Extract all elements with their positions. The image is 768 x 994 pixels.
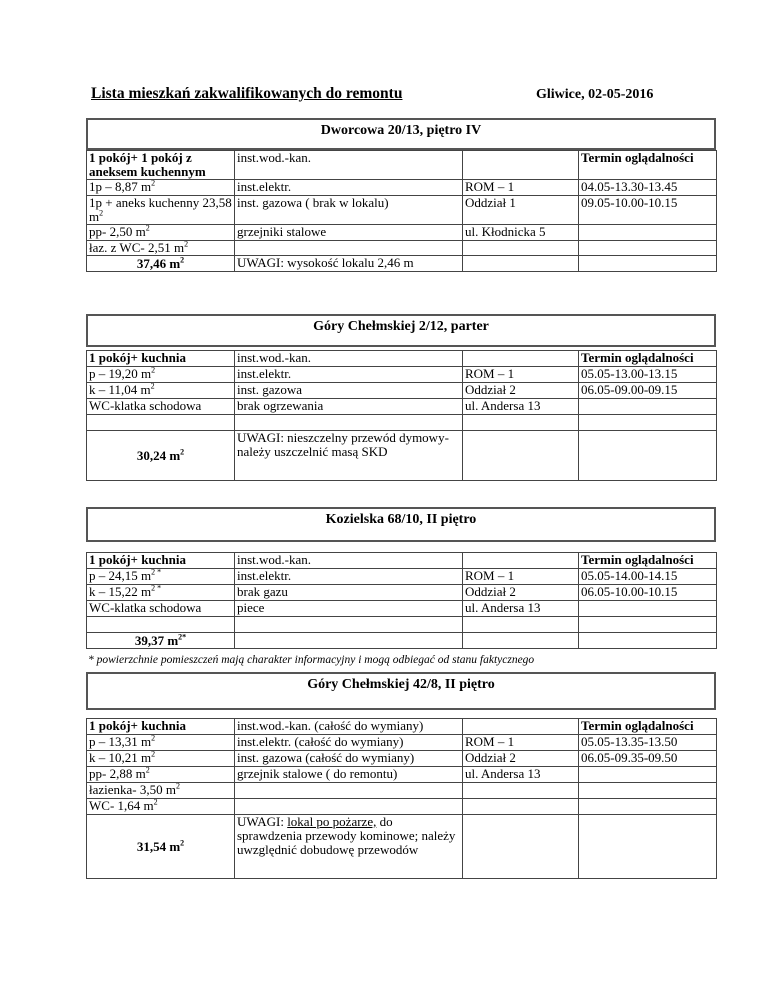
room-description: 1 pokój+ kuchnia [87, 719, 235, 735]
rom-label: ROM – 1 [463, 180, 579, 196]
section-table-dworcowa [86, 150, 717, 272]
rom-branch: Oddział 2 [463, 585, 579, 601]
room-area: k – 11,04 $m^2$ [87, 383, 235, 399]
rom-address: ul. Andersa 13 [463, 601, 579, 617]
section-title: Dworcowa 20/13, piętro IV [320, 123, 482, 138]
viewing-header: Termin oglądalności [579, 719, 717, 735]
rom-address: ul. Kłodnicka 5 [463, 225, 579, 241]
footnote: * powierzchnie pomieszczeń mają charakter informacyjny i mogą odbiegać od stanu faktycznego [88, 654, 535, 666]
section-header-gory-chelmskiej-42 [86, 672, 716, 710]
room-area: pp- 2,50 $m^2$ [87, 225, 235, 241]
room-description: WC-klatka schodowa [87, 601, 235, 617]
rom-branch: Oddział 2 [463, 383, 579, 399]
room-area: k – 10,21 $m^2$ [87, 751, 235, 767]
section-title: Kozielska 68/10, II piętro [325, 512, 477, 527]
room-area: k – 15,22 $m^{2 *}$ [87, 585, 235, 601]
room-area: WC- 1,64 $m^2$ [87, 799, 235, 815]
room-description: WC-klatka schodowa [87, 399, 235, 415]
viewing-slot: 09.05-10.00-10.15 [579, 196, 717, 225]
room-description: 1 pokój+ 1 pokój z aneksem kuchennym [87, 151, 235, 180]
room-description: 1 pokój+ kuchnia [87, 553, 235, 569]
viewing-slot: 05.05-14.00-14.15 [579, 569, 717, 585]
rom-address: ul. Andersa 13 [463, 767, 579, 783]
room-area: 1p – 8,87 $m^2$ [87, 180, 235, 196]
section-header-dworcowa [86, 118, 716, 150]
installation-item: inst.wod.-kan. [235, 151, 463, 180]
rom-address: ul. Andersa 13 [463, 399, 579, 415]
room-area: łazienka- 3,50 $m^2$ [87, 783, 235, 799]
installation-item: inst.elektr. [235, 569, 463, 585]
total-area: 31,54 $m^2$ [87, 815, 235, 879]
section-header-gory-chelmskiej-2 [86, 314, 716, 347]
section-title: Góry Chełmskiej 2/12, parter [313, 319, 489, 334]
remarks: UWAGI: nieszczelny przewód dymowy-należy uszczelnić masą SKD [235, 431, 463, 481]
viewing-slot: 04.05-13.30-13.45 [579, 180, 717, 196]
room-area: p – 19,20 $m^2$ [87, 367, 235, 383]
section-table-gory-chelmskiej-42 [86, 718, 717, 879]
rom-label: ROM – 1 [463, 367, 579, 383]
installation-item: inst. gazowa (całość do wymiany) [235, 751, 463, 767]
room-area: p – 13,31 $m^2$ [87, 735, 235, 751]
section-table-kozielska [86, 552, 717, 649]
installation-item: brak gazu [235, 585, 463, 601]
room-description: 1 pokój+ kuchnia [87, 351, 235, 367]
viewing-slot: 06.05-09.35-09.50 [579, 751, 717, 767]
rom-branch: Oddział 2 [463, 751, 579, 767]
remarks: UWAGI: wysokość lokalu 2,46 m [235, 256, 463, 272]
viewing-slot: 06.05-10.00-10.15 [579, 585, 717, 601]
document-title: Lista mieszkań zakwalifikowanych do remontu [91, 85, 403, 102]
installation-item: piece [235, 601, 463, 617]
installation-item: inst.wod.-kan. [235, 553, 463, 569]
viewing-header: Termin oglądalności [579, 553, 717, 569]
installation-item: grzejnik stalowe ( do remontu) [235, 767, 463, 783]
room-area: łaz. z WC- 2,51 $m^2$ [87, 241, 235, 256]
installation-item: grzejniki stalowe [235, 225, 463, 241]
rom-branch: Oddział 1 [463, 196, 579, 225]
section-title: Góry Chełmskiej 42/8, II piętro [307, 677, 495, 692]
room-area: 1p + aneks kuchenny 23,58 $m^2$ [87, 196, 235, 225]
total-area: 30,24 $m^2$ [87, 431, 235, 481]
installation-item: inst. gazowa [235, 383, 463, 399]
installation-item: inst.wod.-kan. [235, 351, 463, 367]
total-area: 39,37 $m^{2*}$ [87, 633, 235, 649]
rom-label: ROM – 1 [463, 735, 579, 751]
installation-item: brak ogrzewania [235, 399, 463, 415]
section-header-kozielska [86, 507, 716, 542]
installation-item: inst.elektr. (całość do wymiany) [235, 735, 463, 751]
room-area: p – 24,15 $m^{2 *}$ [87, 569, 235, 585]
remarks: UWAGI: lokal po pożarze, do sprawdzenia przewody kominowe; należy uwzględnić dobudowę przewodów [235, 815, 463, 879]
section-table-gory-chelmskiej-2 [86, 350, 717, 481]
installation-item: inst.elektr. [235, 367, 463, 383]
viewing-slot: 05.05-13.00-13.15 [579, 367, 717, 383]
city-date: Gliwice, 02-05-2016 [536, 87, 654, 102]
total-area: 37,46 $m^2$ [87, 256, 235, 272]
viewing-slot: 06.05-09.00-09.15 [579, 383, 717, 399]
installation-item: inst.elektr. [235, 180, 463, 196]
viewing-header: Termin oglądalności [579, 151, 717, 180]
installation-item: inst.wod.-kan. (całość do wymiany) [235, 719, 463, 735]
room-area: pp- 2,88 $m^2$ [87, 767, 235, 783]
rom-label: ROM – 1 [463, 569, 579, 585]
viewing-header: Termin oglądalności [579, 351, 717, 367]
installation-item: inst. gazowa ( brak w lokalu) [235, 196, 463, 225]
viewing-slot: 05.05-13.35-13.50 [579, 735, 717, 751]
